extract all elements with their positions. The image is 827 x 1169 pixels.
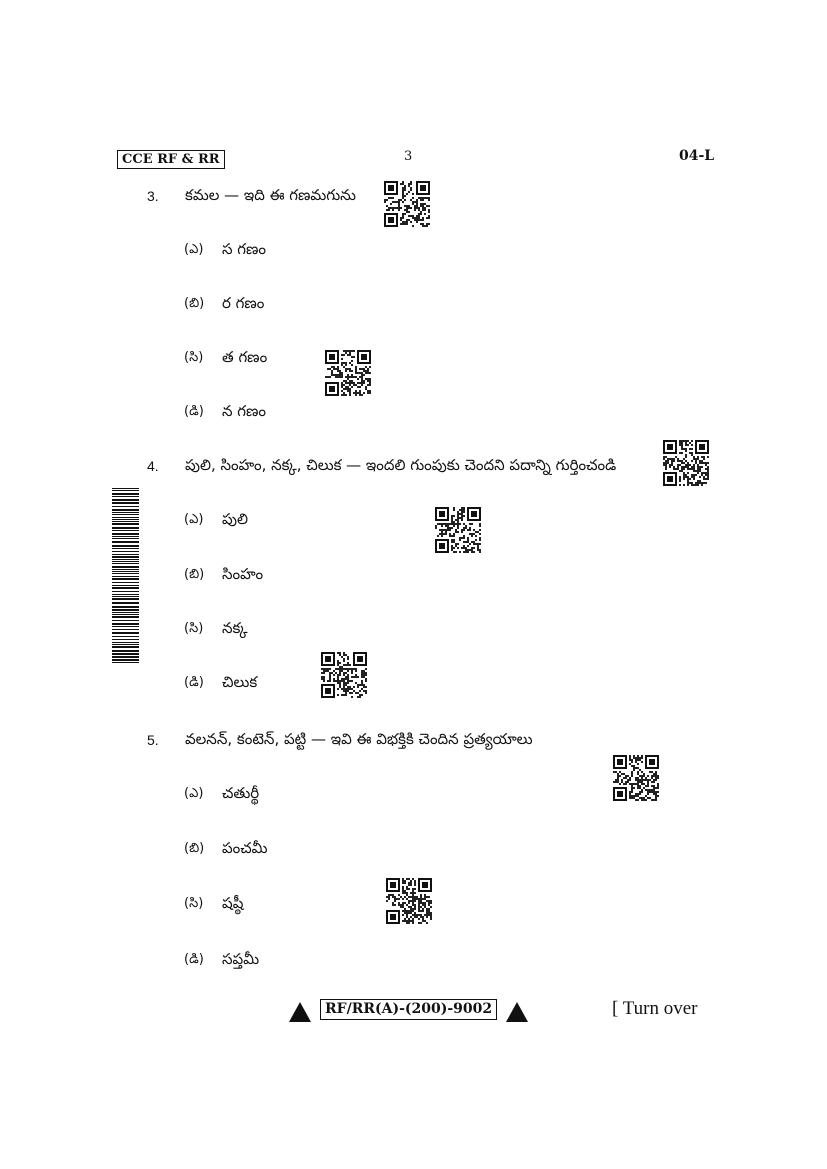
- question-number: 5.: [147, 732, 159, 748]
- option-label: (సి): [184, 350, 204, 365]
- option-label: (బి): [184, 841, 205, 856]
- option-label: (ఎ): [184, 242, 204, 257]
- option-text: స గణం: [222, 240, 267, 258]
- header-left-code: CCE RF & RR: [117, 150, 225, 169]
- option-label: (ఎ): [184, 512, 204, 527]
- triangle-left-icon: [289, 1002, 311, 1022]
- option-label: (డి): [184, 404, 204, 419]
- option-label: (సి): [184, 621, 204, 636]
- option-text: పంచమీ: [222, 839, 268, 857]
- option-label: (బి): [184, 567, 205, 582]
- option-text: సింహం: [222, 565, 264, 583]
- triangle-right-icon: [506, 1002, 528, 1022]
- option-text: పులి: [222, 510, 248, 528]
- option-text: షష్ఠీ: [222, 894, 244, 912]
- footer-code: RF/RR(A)-(200)-9002: [320, 999, 497, 1020]
- qr-code: [435, 507, 481, 553]
- option-text: న గణం: [222, 402, 267, 420]
- option-label: (ఎ): [184, 786, 204, 801]
- option-label: (డి): [184, 952, 204, 967]
- qr-code: [325, 350, 371, 396]
- question-number: 3.: [147, 188, 159, 204]
- page-number: 3: [404, 149, 413, 164]
- question-text: కమల — ఇది ఈ గణమగును: [185, 186, 356, 204]
- option-text: త గణం: [222, 348, 268, 366]
- option-label: (డి): [184, 675, 204, 690]
- paper-code: 04-L: [679, 148, 715, 164]
- option-label: (సి): [184, 896, 204, 911]
- option-label: (బి): [184, 296, 205, 311]
- option-text: సప్తమీ: [222, 950, 260, 968]
- option-text: నక్క: [222, 619, 248, 637]
- option-text: ర గణం: [222, 294, 265, 312]
- qr-code: [613, 755, 659, 801]
- question-text: పులి, సింహం, నక్క, చిలుక — ఇందలి గుంపుకు చెందని పదాన్ని గుర్తించండి: [185, 456, 617, 474]
- qr-code: [663, 440, 709, 486]
- qr-code: [386, 878, 432, 924]
- question-number: 4.: [147, 458, 159, 474]
- qr-code: [321, 652, 367, 698]
- option-text: చిలుక: [222, 673, 258, 691]
- turn-over-text: [ Turn over: [612, 998, 698, 1019]
- barcode: [112, 488, 139, 663]
- question-text: వలనన్, కంటెన్, పట్టి — ఇవి ఈ విభక్తికి చెందిన ప్రత్యయాలు: [185, 730, 533, 748]
- option-text: చతుర్థీ: [222, 784, 260, 802]
- qr-code: [384, 181, 430, 227]
